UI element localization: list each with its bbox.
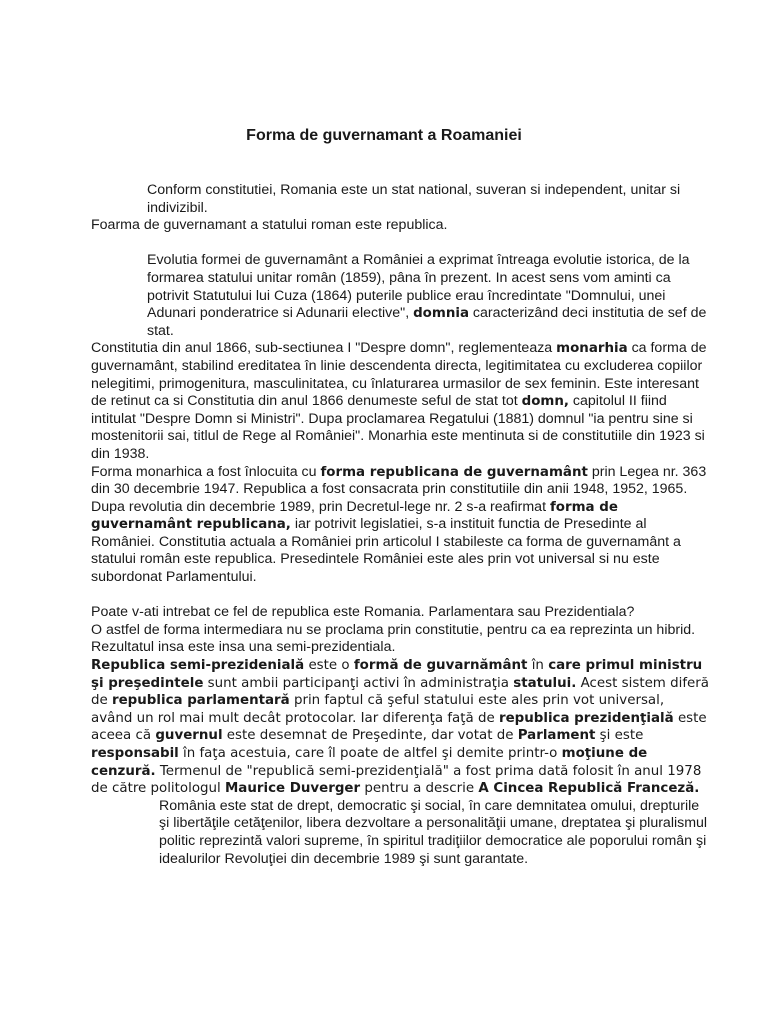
bold-term: monarhia: [556, 341, 628, 357]
bold-term: A Cincea Republică Franceză.: [478, 781, 700, 797]
text-run: ca forma de guvernamânt, stabilind ereditatea în linie descendenta directa, legitimitatea cu excluderea copiilor nelegitimi, primogenitura, masculinitatea, cu înlaturarea urmasilor de sex feminin. Este interesant de retinut ca si Constitutia din anul 1866 denumeste seful de stat tot: [91, 340, 707, 410]
text-run: Dupa revolutia din decembrie 1989, prin Decretul-lege nr. 2 s-a reafirmat: [91, 498, 550, 515]
question-paragraph: Poate v-ati intrebat ce fel de republica este Romania. Parlamentara sau Prezidentiala?: [91, 604, 635, 621]
bold-term: guvernul: [155, 728, 223, 744]
text-run: capitolul II fiind intitulat "Despre Domn si Ministri". Dupa proclamarea Regatului (1881) domnul "ia pentru sine si mostenitorii sai, titlul de Rege al României". Monarhia este mentinuta si de constitutiile din 1923 si din 1938.: [91, 393, 705, 462]
bold-term: forma republicana de guvernamânt: [320, 464, 588, 480]
text-run: este desemnat de Preşedinte, dar votat de: [222, 728, 518, 744]
document-title: Forma de guvernamant a Roamaniei: [246, 127, 522, 144]
text-run: şi este: [595, 728, 644, 744]
text-run: Forma monarhica a fost înlocuita cu: [91, 463, 321, 480]
text-run: este o: [304, 658, 354, 674]
text-run: iar potrivit legislatiei, s-a instituit functia de Presedinte al României. Constitutia actuala a României prin articolul I stabileste ca forma de guvernamânt a statului român este republica. Presedintele României este ales prin vot universal si nu este subordonat Parlamentului.: [91, 516, 681, 586]
intro-paragraph-1: Conform constitutiei, Romania este un stat national, suveran si independent, unitar si indivizibil.: [147, 182, 681, 216]
bold-term: Republica semi-preziden: [91, 658, 277, 674]
text-run: prin faptul că şeful statului este ales prin vot universal, având un rol mai mult decât protocolar. Iar diferenţa faţă de: [91, 693, 665, 726]
bold-term: statului.: [513, 675, 577, 691]
bold-term: ială: [276, 658, 305, 674]
bold-term: republica parlamentară: [112, 693, 290, 709]
bold-term: domn,: [521, 394, 569, 410]
text-run: în faţa acestuia, care îl poate de altfel şi demite printr-o: [178, 746, 562, 761]
text-run: prin Legea nr. 363 din 30 decembrie 1947. Republica a fost consacrata prin constitutiile din anii 1948, 1952, 1965.: [91, 463, 707, 498]
document-body: [91, 182, 709, 868]
text-run: Constitutia din anul 1866, sub-sectiunea I "Despre domn", reglementeaza: [91, 340, 557, 357]
bold-term: formă de guvarnământ: [353, 658, 528, 674]
bold-term: domnia: [413, 306, 469, 322]
text-run: Acest sistem diferă de: [91, 675, 709, 709]
evolution-paragraph-4: [91, 499, 709, 587]
evolution-paragraph-1: [91, 252, 709, 340]
text-run: Termenul de "republică semi-prezidenţială" a fost prima dată folosit în anul 1978 de către politologul: [91, 763, 702, 797]
text-run: pentru a descrie: [360, 781, 479, 797]
text-run: este aceea că: [91, 710, 707, 744]
evolution-paragraph-2: [91, 340, 709, 463]
evolution-paragraph-3: [91, 464, 709, 499]
intro-paragraph-2: Foarma de guvernamant a statului roman este republica.: [91, 217, 448, 234]
bold-term: responsabil: [91, 746, 179, 761]
text-run: în: [527, 658, 549, 674]
bold-term: forma de guvernamânt republicana,: [91, 499, 618, 533]
text-run: sunt ambii participanţi activi în administraţia: [203, 675, 514, 691]
bold-term: Maurice Duverger: [224, 781, 361, 797]
bold-term: care primul ministru şi preşedintele: [91, 658, 703, 691]
text-run: Evolutia formei de guvernamânt a României a exprimat întreaga evolutie istorica, de la formarea statului unitar român (1859), pâna în prezent. In acest sens vom aminti ca potrivit Statutului lui Cuza (1864) puterile publice erau încredintate "Domnului, unei Adunari ponderatrice si Adunarii elective",: [147, 252, 690, 322]
bold-term: moţiune de cenzură.: [91, 746, 648, 779]
closing-paragraph: România este stat de drept, democratic şi social, în care demnitatea omului, drepturile şi libertăţile cetăţenilor, libera dezvoltare a personalităţii umane, dreptatea şi pluralismul politic reprezintă valori supreme, în spiritul tradiţiilor democratice ale poporului român şi idealurilor Revoluţiei din decembrie 1989 şi sunt garantate.: [159, 797, 708, 867]
semi-presidential-paragraph: [91, 657, 709, 798]
bold-term: republica prezidenţială: [498, 710, 674, 726]
bold-term: Parlament: [517, 728, 596, 744]
hybrid-paragraph: O astfel de forma intermediara nu se proclama prin constitutie, pentru ca ea reprezinta un hibrid. Rezultatul insa este insa una semi-prezidentiala.: [91, 621, 696, 656]
text-run: caracterizând deci institutia de sef de stat.: [147, 305, 707, 339]
